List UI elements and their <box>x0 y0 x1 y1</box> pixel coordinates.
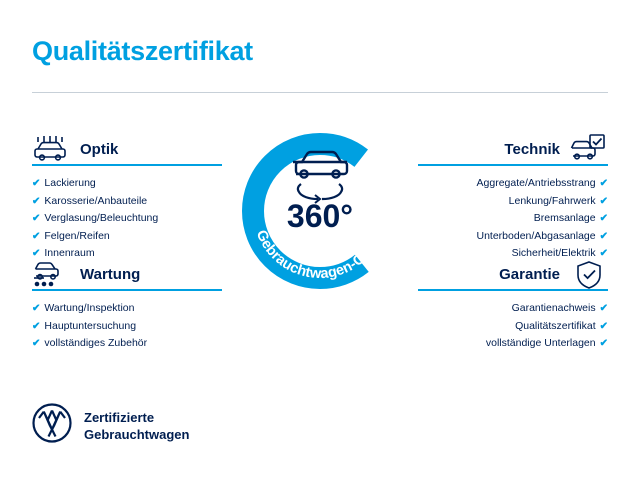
badge-degrees: 360° <box>286 198 354 234</box>
list-item-label: Sicherheit/Elektrik <box>511 247 596 259</box>
list-item <box>418 175 608 193</box>
list-item <box>32 335 222 353</box>
vw-logo <box>32 403 72 448</box>
list-item <box>32 193 222 211</box>
page-title: Qualitätszertifikat <box>32 36 253 66</box>
list-item-label: Hauptuntersuchung <box>44 319 137 332</box>
section-title-garantie: Garantie <box>499 266 560 283</box>
check-icon: ✔ <box>32 248 41 259</box>
list-item <box>418 193 608 211</box>
badge-360-check <box>227 118 413 304</box>
section-title-optik: Optik <box>80 141 119 158</box>
check-icon: ✔ <box>32 213 41 224</box>
check-icon: ✔ <box>599 195 608 207</box>
list-item-label: Lackierung <box>44 177 96 189</box>
footer <box>32 403 189 448</box>
list-item-label: Wartung/Inspektion <box>44 302 135 314</box>
list-item <box>418 300 608 318</box>
list-item-label: Qualitätszertifikat <box>515 319 596 332</box>
check-icon: ✔ <box>32 303 41 314</box>
list-item <box>418 335 608 353</box>
list-item-label: Aggregate/Antriebsstrang <box>476 177 596 189</box>
section-garantie <box>418 265 608 353</box>
list-item <box>32 228 222 246</box>
list-item-label: Karosserie/Anbauteile <box>44 194 148 207</box>
check-icon: ✔ <box>32 230 41 242</box>
list-item-label: Lenkung/Fahrwerk <box>508 194 596 207</box>
check-icon: ✔ <box>599 213 608 224</box>
list-item-label: vollständige Unterlagen <box>485 337 596 349</box>
list-item <box>418 228 608 246</box>
check-icon: ✔ <box>599 320 608 332</box>
list-item <box>32 175 222 193</box>
list-item-label: Felgen/Reifen <box>44 229 110 242</box>
check-icon: ✔ <box>599 248 608 259</box>
list-item-label: vollständiges Zubehör <box>44 337 148 349</box>
footer-line-2: Gebrauchtwagen <box>84 426 190 442</box>
badge-arc-text: Gebrauchtwagen-Check <box>252 227 388 283</box>
check-icon: ✔ <box>32 195 41 207</box>
section-rule-optik <box>32 164 222 166</box>
footer-text <box>84 409 189 443</box>
section-list-garantie <box>418 300 608 353</box>
check-icon: ✔ <box>599 338 608 349</box>
list-item <box>418 210 608 228</box>
section-title-wartung: Wartung <box>80 266 141 283</box>
check-icon: ✔ <box>32 320 41 332</box>
list-item-label: Verglasung/Beleuchtung <box>44 212 159 224</box>
check-icon: ✔ <box>32 338 41 349</box>
section-technik <box>418 140 608 263</box>
section-list-technik <box>418 175 608 263</box>
list-item-label: Unterboden/Abgasanlage <box>476 229 596 242</box>
check-icon: ✔ <box>599 230 608 242</box>
list-item <box>418 318 608 336</box>
section-rule-technik <box>418 164 608 166</box>
section-rule-garantie <box>418 289 608 291</box>
list-item <box>32 318 222 336</box>
section-list-wartung <box>32 300 222 353</box>
list-item-label: Bremsanlage <box>533 212 596 224</box>
list-item-label: Innenraum <box>44 247 95 259</box>
check-icon: ✔ <box>599 303 608 314</box>
section-rule-wartung <box>32 289 222 291</box>
header-divider <box>32 92 608 93</box>
check-icon: ✔ <box>32 178 41 189</box>
list-item-label: Garantienachweis <box>511 302 596 314</box>
section-wartung <box>32 265 222 353</box>
footer-line-1: Zertifizierte <box>84 409 155 425</box>
list-item <box>32 300 222 318</box>
svg-text:Gebrauchtwagen-Check <box>253 227 388 282</box>
section-optik <box>32 140 222 263</box>
section-list-optik <box>32 175 222 263</box>
list-item <box>32 210 222 228</box>
section-title-technik: Technik <box>504 141 560 158</box>
check-icon: ✔ <box>599 178 608 189</box>
